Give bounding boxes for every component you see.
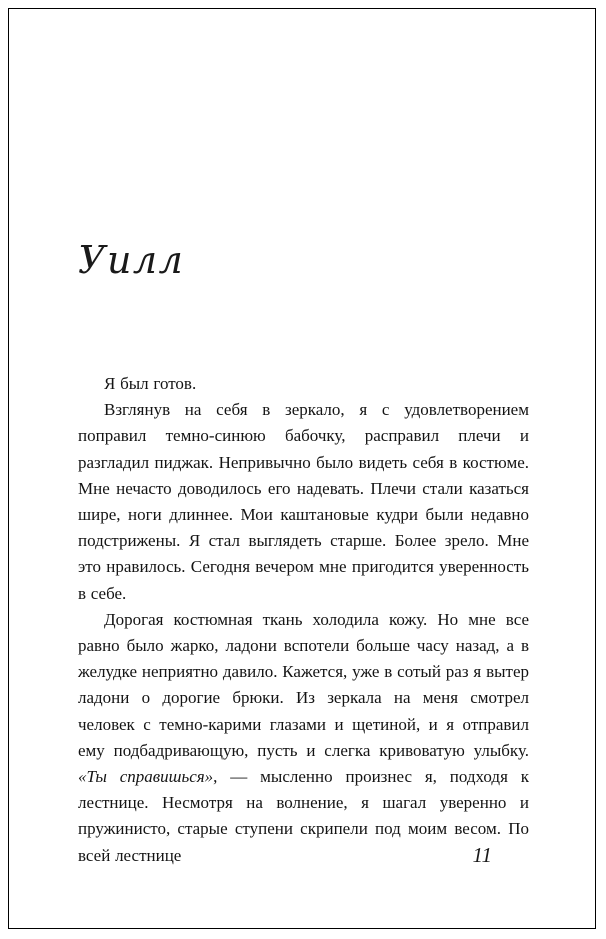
text-run: , — мысленно произнес я, подходя к лестнице. Несмотря на волнение, я шагал уверенно и пружинисто, старые ступени скрипели под моим весом. По всей лестнице: [78, 767, 530, 865]
chapter-title: Уилл: [78, 238, 185, 282]
page-number: 11: [472, 843, 492, 867]
text-run: Взглянув на себя в зеркало, я с удовлетворением поправил темно-синюю бабочку, расправил плечи и разгладил пиджак. Непривычно было видеть себя в костюме. Мне нечасто доводилось его надевать. Плечи стали казаться шире, ноги длиннее. Мои каштановые кудри были недавно подстрижены. Я стал выглядеть старше. Более зрело. Мне это нравилось. Сегодня вечером мне пригодится уверенность в себе.: [78, 400, 529, 603]
italic-text-run: «Ты справишься»: [78, 767, 214, 787]
paragraph: [78, 371, 529, 397]
body-text: [78, 371, 529, 869]
paragraph: [78, 397, 529, 607]
paragraph: [78, 607, 529, 869]
text-run: Я был готов.: [104, 374, 197, 393]
text-run: Дорогая костюмная ткань холодила кожу. Но мне все равно было жарко, ладони вспотели больше часу назад, а в желудке неприятно давило. Кажется, уже в сотый раз я вытер ладони о дорогие брюки. Из зеркала на меня смотрел человек с темно-карими глазами и щетиной, и я отправил ему подбадривающую, пусть и слегка кривоватую улыбку.: [78, 609, 529, 760]
